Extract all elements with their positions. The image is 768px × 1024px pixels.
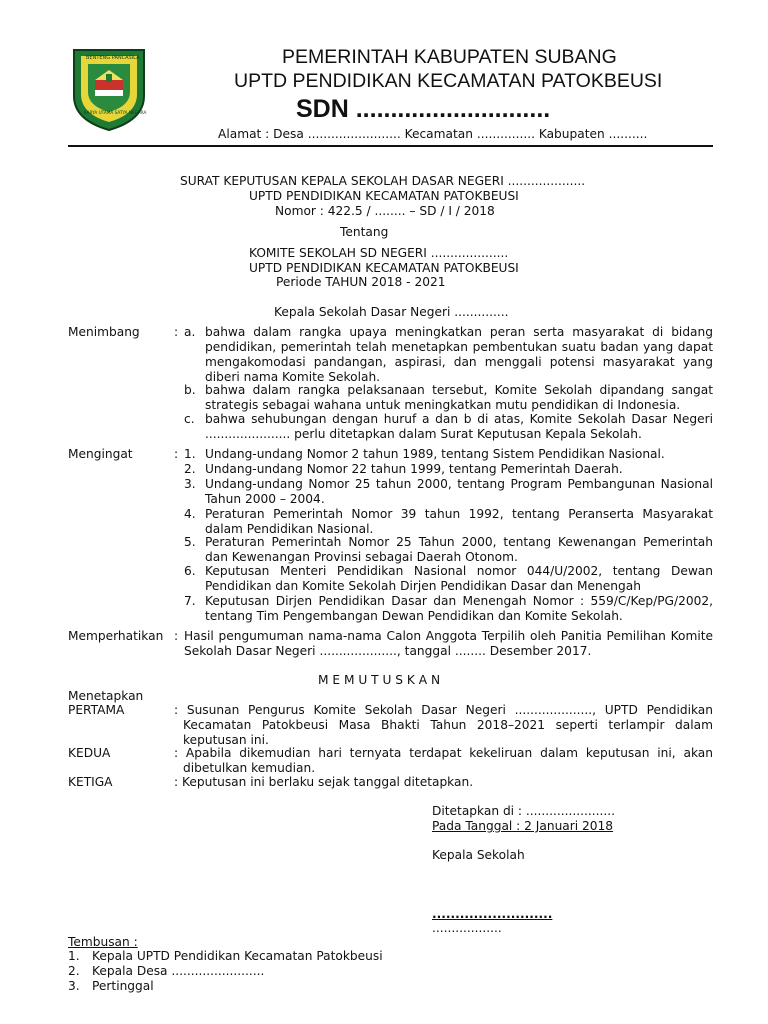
mengingat-item-3: Undang-undang Nomor 25 tahun 2000, tentang Program Pembangunan Nasional Tahun 2000 – 2004. (205, 477, 713, 506)
memperhatikan-colon: : (174, 629, 179, 643)
letterhead-address: Alamat : Desa ........................ Kecamatan ............... Kabupaten .......... (218, 127, 648, 141)
signature-nip: .................. (432, 921, 502, 935)
menimbang-colon: : (174, 325, 179, 339)
tembusan-mark-3: 3. (68, 979, 80, 993)
menetapkan-label: Menetapkan (68, 689, 144, 703)
pertama-label: PERTAMA (68, 703, 125, 717)
mengingat-mark-6: 6. (184, 564, 196, 578)
ketiga-label: KETIGA (68, 775, 113, 789)
ketiga-text: : Keputusan ini berlaku sejak tanggal ditetapkan. (174, 775, 474, 789)
menimbang-mark-c: c. (184, 412, 195, 426)
mengingat-mark-4: 4. (184, 507, 196, 521)
title-line1: SURAT KEPUTUSAN KEPALA SEKOLAH DASAR NEGERI .................... (180, 174, 586, 188)
mengingat-colon: : (174, 447, 179, 461)
menimbang-item-a: bahwa dalam rangka upaya meningkatkan peran serta masyarakat di bidang pendidikan, pemerintah telah menetapkan pembentukan suatu badan yang dapat mengakomodasi pandangan, aspirasi, dan menggali potensi masyarakat yang diberi nama Komite Sekolah. (205, 325, 713, 384)
memperhatikan-text: Hasil pengumuman nama-nama Calon Anggota Terpilih oleh Panitia Pemilihan Komite Sekolah Dasar Negeri ...................., tanggal ........ Desember 2017. (184, 629, 713, 658)
logo-top-text: BENTENG PANCASILA (86, 55, 140, 61)
mengingat-mark-1: 1. (184, 447, 196, 461)
mengingat-mark-5: 5. (184, 535, 196, 549)
signature-place: Ditetapkan di : ....................... (432, 804, 616, 818)
letterhead-rule (68, 145, 713, 147)
menimbang-mark-a: a. (184, 325, 196, 339)
tembusan-label: Tembusan : (68, 935, 138, 949)
pertama-text: : Susunan Pengurus Komite Sekolah Dasar Negeri ...................., UPTD Pendidikan Kecamatan Patokbeusi Masa Bhakti Tahun 2018–2021 seperti terlampir dalam keputusan ini. (174, 703, 713, 747)
signature-name: .......................... (432, 907, 553, 921)
mengingat-item-5: Peraturan Pemerintah Nomor 25 Tahun 2000, tentang Kewenangan Pemerintah dan Kewenangan Provinsi sebagai Daerah Otonom. (205, 535, 713, 564)
menimbang-label: Menimbang (68, 325, 140, 339)
title-line5: KOMITE SEKOLAH SD NEGERI .................... (249, 246, 509, 260)
letterhead-line2: UPTD PENDIDIKAN KECAMATAN PATOKBEUSI (234, 70, 663, 92)
mengingat-item-2: Undang-undang Nomor 22 tahun 1999, tentang Pemerintah Daerah. (205, 462, 623, 476)
school-name: SDN ............................ (296, 95, 551, 123)
letterhead-line1: PEMERINTAH KABUPATEN SUBANG (282, 46, 617, 68)
menimbang-mark-b: b. (184, 383, 196, 397)
signature-date: Pada Tanggal : 2 Januari 2018 (432, 819, 614, 833)
menimbang-item-c: bahwa sehubungan dengan huruf a dan b di atas, Komite Sekolah Dasar Negeri ...................... perlu ditetapkan dalam Surat Keputusan Kepala Sekolah. (205, 412, 713, 441)
kedua-text: : Apabila dikemudian hari ternyata terdapat kekeliruan dalam keputusan ini, akan dibetulkan kemudian. (174, 746, 713, 775)
tembusan-item-2: Kepala Desa ........................ (92, 964, 265, 978)
mengingat-item-4: Peraturan Pemerintah Nomor 39 tahun 1992, tentang Peranserta Masyarakat dalam Pendidikan Nasional. (205, 507, 713, 536)
mengingat-mark-2: 2. (184, 462, 196, 476)
decree-number: Nomor : 422.5 / ........ – SD / I / 2018 (275, 204, 495, 218)
menimbang-item-b: bahwa dalam rangka pelaksanaan tersebut, Komite Sekolah dipandang sangat strategis sebagai wahana untuk meningkatkan mutu pendidikan di Indonesia. (205, 383, 713, 412)
mengingat-item-1: Undang-undang Nomor 2 tahun 1989, tentang Sistem Pendidikan Nasional. (205, 447, 665, 461)
tembusan-mark-1: 1. (68, 949, 80, 963)
tembusan-item-3: Pertinggal (92, 979, 154, 993)
tembusan-item-1: Kepala UPTD Pendidikan Kecamatan Patokbeusi (92, 949, 383, 963)
mengingat-item-7: Keputusan Dirjen Pendidikan Dasar dan Menengah Nomor : 559/C/Kep/PG/2002, tentang Tim Pengembangan Dewan Pendidikan dan Komite Sekolah. (205, 594, 713, 623)
kedua-label: KEDUA (68, 746, 111, 760)
title-tentang: Tentang (340, 225, 389, 239)
memutuskan-heading: M E M U T U S K A N (318, 673, 441, 687)
title-period: Periode TAHUN 2018 - 2021 (276, 275, 446, 289)
memperhatikan-label: Memperhatikan (68, 629, 164, 643)
mengingat-label: Mengingat (68, 447, 133, 461)
title-line2: UPTD PENDIDIKAN KECAMATAN PATOKBEUSI (249, 189, 519, 203)
regency-logo (68, 46, 150, 132)
mengingat-mark-3: 3. (184, 477, 196, 491)
logo-bottom-text: KARYA UTAMA SATYA NEGARA (84, 110, 147, 115)
title-line6: UPTD PENDIDIKAN KECAMATAN PATOKBEUSI (249, 261, 519, 275)
title-head: Kepala Sekolah Dasar Negeri .............. (274, 305, 509, 319)
tembusan-mark-2: 2. (68, 964, 80, 978)
mengingat-mark-7: 7. (184, 594, 196, 608)
signature-title: Kepala Sekolah (432, 848, 525, 862)
mengingat-item-6: Keputusan Menteri Pendidikan Nasional nomor 044/U/2002, tentang Dewan Pendidikan dan Komite Sekolah Dirjen Pendidikan Dasar dan Menengah (205, 564, 713, 593)
